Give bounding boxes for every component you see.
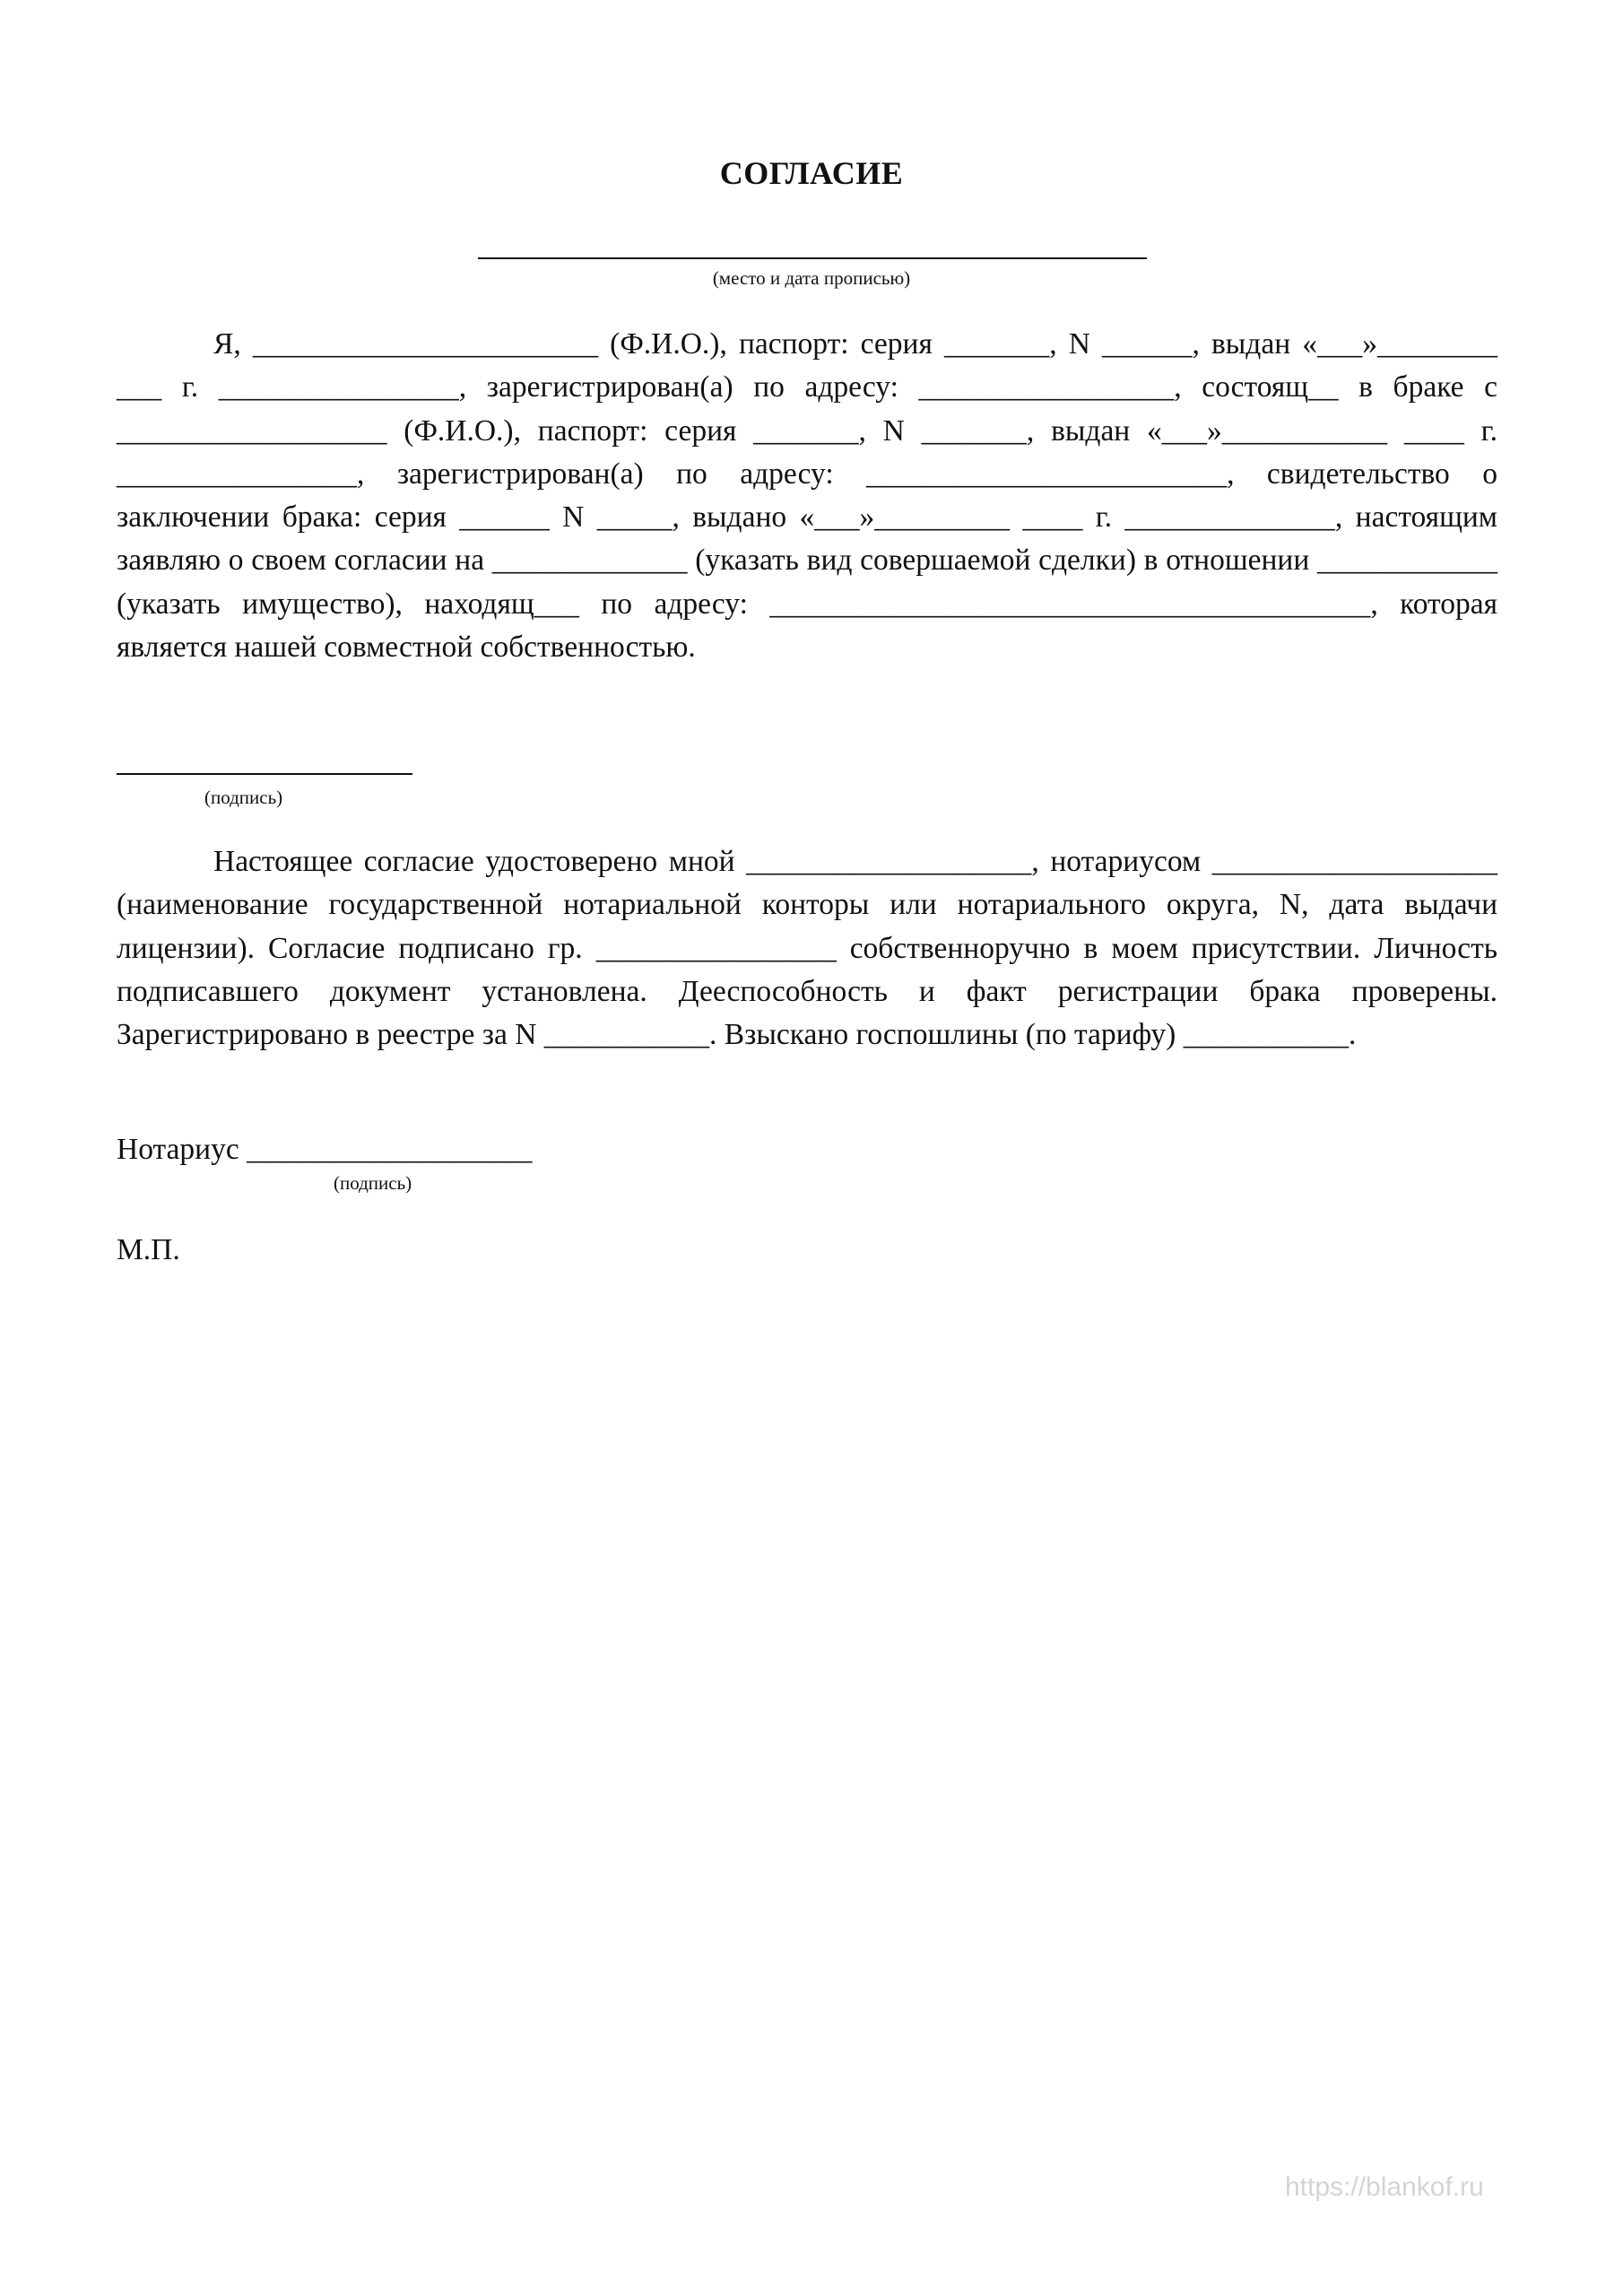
consent-paragraph: Я, _______________________ (Ф.И.О.), паспорт: серия _______, N ______, выдан «___»________ ___ г. ________________, зарегистрирован(а) по адресу: _________________, состоящ__ в браке с __________________ (Ф.И.О.), паспорт: серия _______, N _______, выдан «___»___________ ____ г. ________________, зарегистрирован(а) по адресу: ________________________, свидетельство о заключении брака: серия ______ N _____, выдано «___»_________ ____ г. ______________, настоящим заявляю о своем согласии на _____________ (указать вид совершаемой сделки) в отношении ____________ (указать имущество), находящ___ по адресу: ________________________________________, которая является нашей совместной собственностью. (117, 327, 1497, 665)
signature-caption: (подпись) (204, 787, 283, 808)
document-title: СОГЛАСИЕ (719, 155, 904, 191)
notary-signature-caption: (подпись) (334, 1172, 412, 1194)
watermark-link[interactable]: https://blankof.ru (1285, 2172, 1484, 2202)
place-date-line (478, 257, 1147, 259)
notary-certification-paragraph: Настоящее согласие удостоверено мной ___________________, нотариусом ___________________ (наименование государственной нотариальной конторы или нотариального округа, N, дата выдачи лицензии). Согласие подписано гр. ________________ собственноручно в моем присутствии. Личность подписавшего документ установлена. Дееспособность и факт регистрации брака проверены. Зарегистрировано в реестре за N ___________. Взыскано госпошлины (по тарифу) ___________. (117, 845, 1497, 1052)
signature-line (117, 773, 412, 775)
notary-signature-line: Нотариус ___________________ (117, 1133, 533, 1166)
place-date-caption: (место и дата прописью) (712, 267, 911, 289)
seal-place: М.П. (117, 1233, 180, 1266)
